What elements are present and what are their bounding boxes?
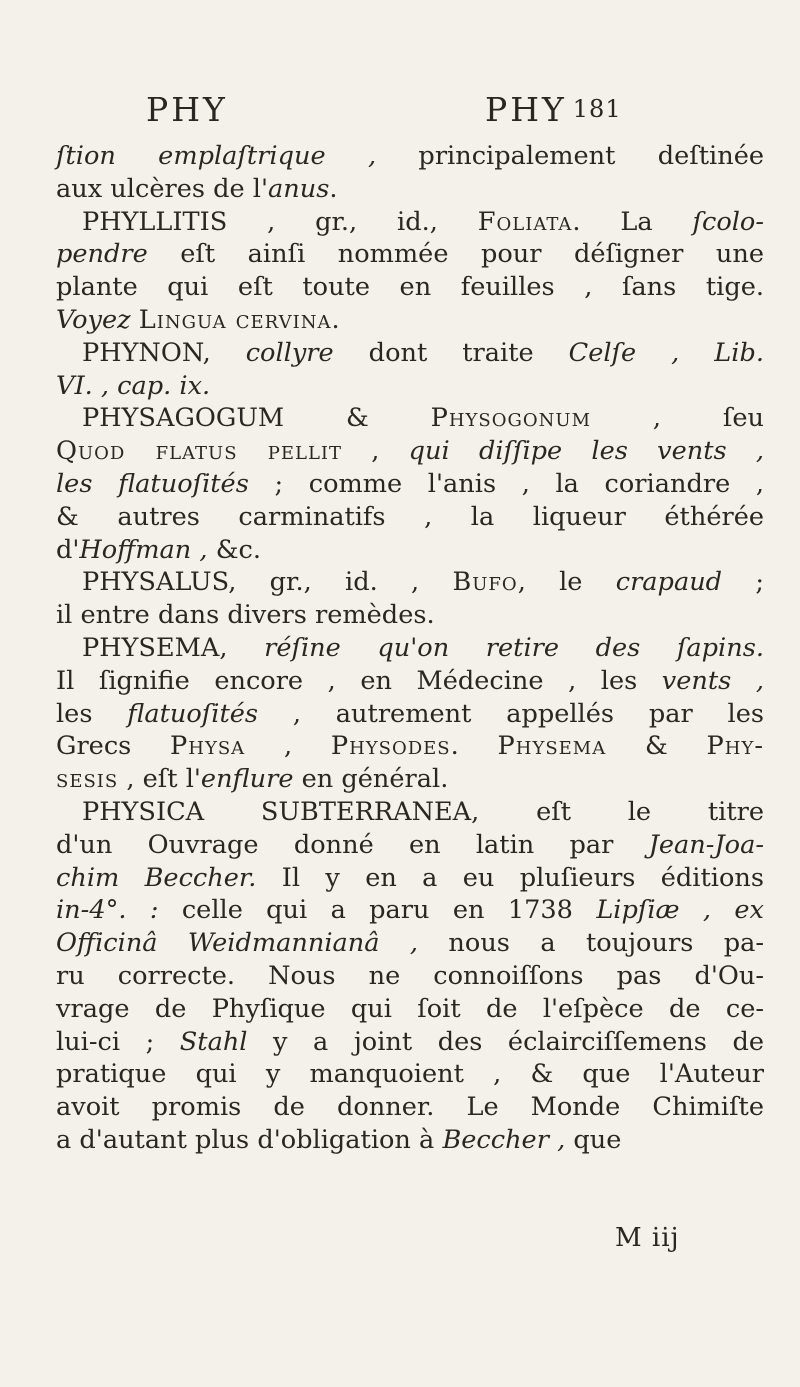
text-segment: pendre xyxy=(56,239,148,270)
text-segment: aux ulcères de l' xyxy=(56,173,268,204)
text-segment: Voyez xyxy=(56,304,131,335)
text-line xyxy=(56,730,764,763)
text-segment: Lipſiæ , ex xyxy=(596,895,764,926)
text-line xyxy=(56,993,764,1026)
page-number: 181 xyxy=(572,95,622,123)
signature-mark: M iij xyxy=(615,1223,680,1253)
text-segment: Foliata xyxy=(477,206,573,237)
text-segment: ; comme l'anis , la coriandre , xyxy=(248,468,764,499)
text-segment: principalement deſtinée xyxy=(376,141,764,171)
text-segment: avoit promis de donner. Le Monde Chimiſte xyxy=(56,1092,764,1123)
text-segment: Jean-Joa- xyxy=(648,829,764,860)
text-segment: Physema xyxy=(497,731,607,762)
text-segment: & xyxy=(606,731,707,762)
text-segment: Bufo xyxy=(452,567,518,598)
text-line xyxy=(56,1124,764,1157)
text-segment: pratique qui y manquoient , & que l'Auteur xyxy=(56,1059,764,1090)
header-left: PHY xyxy=(146,90,228,129)
text-line xyxy=(56,140,764,173)
text-segment: , ſeu xyxy=(591,403,764,434)
text-segment xyxy=(131,305,139,335)
text-segment: flatuoſités xyxy=(127,698,259,729)
text-segment: . xyxy=(331,304,340,335)
text-line xyxy=(56,1026,764,1059)
text-segment: chim Beccher. xyxy=(56,862,257,893)
text-line xyxy=(56,763,764,796)
text-segment: , le xyxy=(517,567,616,598)
text-line xyxy=(56,927,764,960)
text-line xyxy=(56,271,764,304)
text-line xyxy=(56,337,764,370)
text-line xyxy=(56,960,764,993)
text-segment: in-4°. : xyxy=(56,895,159,926)
text-segment: réſine qu'on retire des ſapins. xyxy=(264,632,764,663)
text-line xyxy=(56,534,764,567)
text-line xyxy=(56,862,764,895)
text-segment: PHYSALUS, gr., id. , xyxy=(82,567,453,598)
text-segment: Stahl xyxy=(179,1026,248,1057)
text-segment: qui diſſipe les vents , xyxy=(408,436,764,467)
text-line xyxy=(56,698,764,731)
text-segment: Hoffman , xyxy=(79,534,208,565)
text-line xyxy=(56,238,764,271)
text-segment: Beccher , xyxy=(442,1124,566,1155)
text-segment: en général. xyxy=(293,764,449,795)
text-line xyxy=(56,206,764,239)
text-line xyxy=(56,304,764,337)
text-segment: vrage de Phyſique qui ſoit de l'eſpèce de ce- xyxy=(56,993,764,1024)
text-segment: PHYNON, xyxy=(82,337,246,368)
text-segment: . La xyxy=(572,206,693,237)
text-segment: a d'autant plus d'obligation à xyxy=(56,1124,443,1155)
text-line xyxy=(56,894,764,927)
text-segment: ; xyxy=(722,567,764,598)
text-segment: Quod flatus pellit xyxy=(56,436,343,467)
text-segment: Physodes xyxy=(330,731,451,762)
text-segment: plante qui eſt toute en feuilles , ſans tige. xyxy=(56,272,764,303)
text-segment: PHYSAGOGUM & xyxy=(82,403,431,434)
text-line xyxy=(56,566,764,599)
text-segment: collyre xyxy=(245,337,334,368)
text-segment: Phy- xyxy=(706,731,764,762)
text-segment: il entre dans divers remèdes. xyxy=(56,600,435,631)
text-segment: eſt ainſi nommée pour déſigner une xyxy=(147,239,764,270)
text-segment: que xyxy=(565,1124,622,1155)
text-segment: crapaud xyxy=(615,567,723,598)
text-segment: Physa xyxy=(170,731,246,762)
text-segment: . xyxy=(450,731,498,762)
text-segment: VI. , cap. ix. xyxy=(56,370,211,401)
text-segment: celle qui a paru en 1738 xyxy=(158,895,597,926)
text-segment: les xyxy=(56,698,128,729)
text-line xyxy=(56,599,764,632)
text-segment: & autres carminatifs , la liqueur éthérée xyxy=(56,501,764,532)
text-segment: , autrement appellés par les xyxy=(258,698,765,729)
text-segment: y a joint des éclairciſſemens de xyxy=(247,1026,764,1057)
text-segment: &c. xyxy=(207,534,261,565)
text-segment: nous a toujours pa- xyxy=(418,928,764,959)
text-line xyxy=(56,1091,764,1124)
running-header xyxy=(0,90,800,134)
text-segment: ru correcte. Nous ne connoiſſons pas d'Ou- xyxy=(56,960,764,991)
dictionary-text xyxy=(56,140,764,1157)
text-line xyxy=(56,829,764,862)
text-line xyxy=(56,402,764,435)
text-line xyxy=(56,173,764,206)
text-line xyxy=(56,1058,764,1091)
text-segment: , xyxy=(342,436,409,467)
text-segment: Grecs xyxy=(56,731,171,762)
text-line xyxy=(56,665,764,698)
text-segment: ſcolo- xyxy=(692,206,764,237)
text-line xyxy=(56,632,764,665)
text-segment: ſtion emplaſtrique , xyxy=(56,141,377,171)
text-segment: lui-ci ; xyxy=(56,1026,180,1057)
text-segment: Physogonum xyxy=(430,403,592,434)
text-line xyxy=(56,501,764,534)
text-segment: . xyxy=(329,173,338,204)
text-segment: vents , xyxy=(661,665,764,696)
text-segment: anus xyxy=(268,173,330,204)
header-right-text: PHY xyxy=(485,90,567,129)
text-segment: Officinâ Weidmannianâ , xyxy=(56,928,419,959)
text-segment: , xyxy=(245,731,331,762)
text-segment: Il y en a eu pluſieurs éditions xyxy=(256,862,764,893)
text-line xyxy=(56,370,764,403)
text-segment: les flatuoſités xyxy=(56,468,249,499)
text-segment: d' xyxy=(56,534,80,565)
text-segment: enflure xyxy=(200,764,294,795)
text-segment: dont traite xyxy=(333,337,569,368)
text-segment: sesis xyxy=(56,764,119,795)
text-line xyxy=(56,435,764,468)
text-line xyxy=(56,468,764,501)
text-segment: Celſe , Lib. xyxy=(568,337,765,368)
text-segment: Lingua cervina xyxy=(138,304,332,335)
text-segment: , eſt l' xyxy=(118,764,201,795)
text-segment: PHYSICA SUBTERRANEA, eſt le titre xyxy=(82,796,764,827)
text-segment: d'un Ouvrage donné en latin par xyxy=(56,829,649,860)
text-line xyxy=(56,796,764,829)
text-segment: PHYLLITIS , gr., id., xyxy=(82,206,478,237)
text-segment: PHYSEMA, xyxy=(82,632,265,663)
text-segment: Il ſignifie encore , en Médecine , les xyxy=(56,665,662,696)
header-right xyxy=(485,90,622,129)
